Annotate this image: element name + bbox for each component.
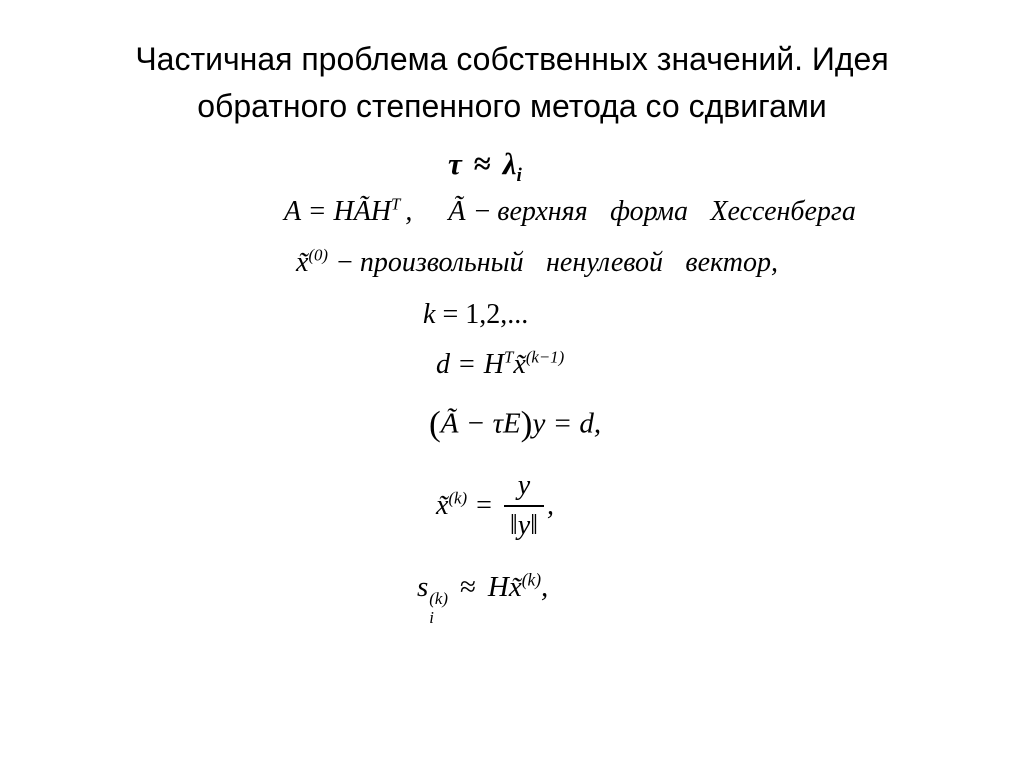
formula-shifted-system: [429, 402, 601, 444]
hessenberg-description: верхняя форма Хессенберга: [497, 196, 856, 227]
h-x-expression: Hx̃: [487, 571, 522, 603]
equals-sign: =: [459, 349, 475, 380]
dash: −: [474, 196, 491, 227]
open-paren: (: [429, 403, 441, 443]
iteration-superscript: (k): [429, 589, 448, 609]
hessenberg-matrix-symbol: Ã: [448, 196, 466, 227]
comma: ,: [541, 571, 549, 603]
system-rhs: y = d,: [532, 407, 602, 440]
approx-symbol: ≈: [459, 571, 476, 603]
page-title: [50, 36, 974, 130]
decomposition-expression: A = HÃH: [284, 196, 392, 227]
iteration-superscript: (k): [448, 488, 468, 508]
fraction: [504, 470, 544, 542]
transpose-superscript: T: [504, 347, 514, 367]
transpose-superscript: T: [391, 194, 401, 214]
lambda-subscript-i: i: [516, 165, 522, 187]
formula-shift-approximation: [448, 146, 522, 187]
formula-initial-vector: [296, 247, 778, 279]
comma: ,: [405, 196, 413, 227]
initial-vector-description: произвольный ненулевой вектор,: [359, 247, 778, 278]
numerator: y: [504, 470, 544, 507]
title-line-1: Частичная проблема собственных значений. Идея: [135, 41, 889, 77]
equals-sign: =: [476, 490, 492, 521]
formula-iteration-counter: [423, 299, 528, 331]
comma: ,: [547, 490, 555, 521]
dash: −: [337, 247, 353, 278]
iteration-superscript: (k−1): [525, 347, 565, 367]
s-symbol: s: [417, 571, 429, 603]
iteration-superscript: (0): [308, 245, 329, 265]
vector-symbol: x̃: [513, 349, 526, 380]
formula-eigenvector-approximation: [417, 571, 548, 627]
formula-normalization: [436, 470, 554, 542]
index-subscript: i: [429, 607, 434, 627]
k-symbol: k: [423, 299, 436, 330]
normalized-vector-lhs: [436, 490, 501, 522]
h-matrix-symbol: H: [483, 349, 505, 380]
approx-symbol: ≈: [473, 146, 491, 181]
vector-symbol: x̃: [436, 490, 449, 521]
close-paren: ): [520, 403, 533, 443]
lambda-symbol: λ: [502, 146, 517, 181]
formula-hessenberg-decomposition: [284, 196, 856, 228]
denominator-norm: ‖y‖: [509, 510, 539, 541]
sub-sup-stack: [429, 590, 448, 627]
d-symbol: d: [436, 349, 450, 380]
tau-symbol: τ: [448, 146, 462, 181]
shifted-matrix-expression: Ã − τE: [440, 407, 521, 440]
title-line-2: обратного степенного метода со сдвигами: [197, 88, 827, 124]
vector-symbol: x̃: [296, 247, 309, 278]
iteration-superscript: (k): [521, 569, 542, 590]
iteration-values: = 1,2,...: [442, 299, 529, 330]
formula-back-substitution: [436, 349, 564, 381]
